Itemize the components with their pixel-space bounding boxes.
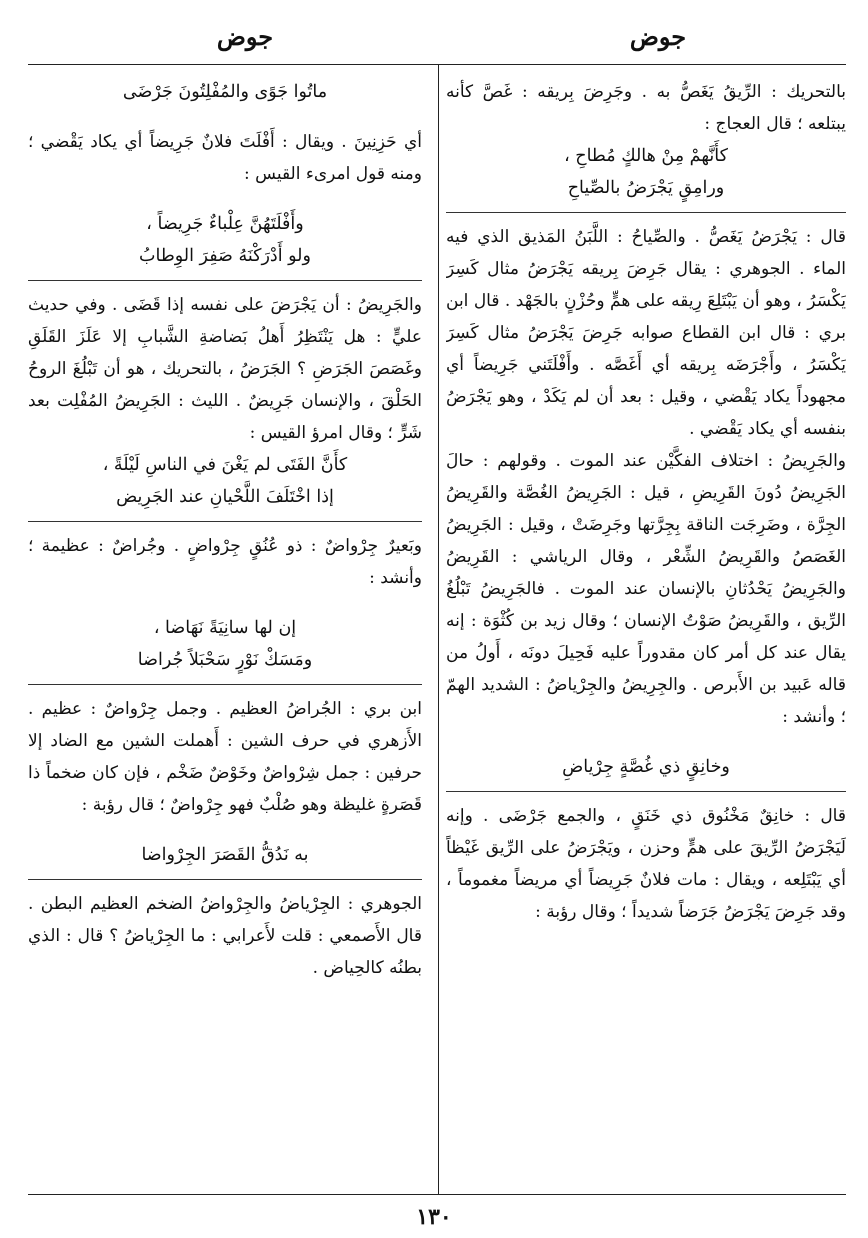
entry-text: والجَرِيضُ : اختلاف الفكَّيْن عند الموت . وقولهم : حالَ الجَرِيضُ دُونَ القَرِيضِ ، قيل : الجَرِيضُ الغُصَّة والقَرِيضُ الجِرَّة ، وضَرِجَت الناقة بِجِرَّتها وجَرِضَتْ ، وقيل : الجَرِيضُ الغَصَصُ والقَرِيضُ الشِّعْر ، وقال الرياشي : القَرِيضُ والجَرِيضُ يَحْدُثانِ بالإنسان عند الموت . فالجَرِيضُ تَبْلُغُ الرِّيق ، والقَرِيضُ صَوْتُ الإنسان ؛ وقال زيد بن كُثْوَة : إنه يقال عند كل أمر كان مقدوراً عليه فَحِيلَ دونَه ، أَولُ من قاله عَبيد بن الأَبرص . والجِرِيضُ والجِرْياضُ : الشديد الهمّ ؛ وأنشد : (446, 451, 846, 727)
page-header (0, 22, 868, 62)
verse-line: إذا اخْتَلَفَ اللَّحْيانِ عند الجَرِيض (116, 487, 334, 507)
entry-text: ابن بري : الجُراضُ العظيم . وجمل جِرْواضٌ : عظيم . الأَزهري في حرف الشين : أَهملت الشين مع الضاد إلا حرفين : جمل شِرْواضٌ وخَوْضٌ ضَخْم ، فإن كان ضخماً ذا قَصَرةٍ غليظة وهو صُلْبٌ فهو جِرْواضٌ ؛ قال رؤبة : (28, 699, 422, 815)
verse-line: ومَسَكْ نَوْرٍ سَحْبَلاً جُراضا (137, 650, 313, 670)
header-keyword-right: جوض (629, 22, 687, 51)
verse-line: ولو أَدْرَكْنَهُ صَفِرَ الوِطابُ (139, 246, 311, 266)
verse-line: به نَدُقُّ القَصَرَ الجِرْواضا (141, 845, 309, 865)
header-rule (28, 64, 846, 65)
verse-line: وخانِقٍ ذي غُصَّةٍ جِرْياضِ (562, 757, 730, 777)
column-divider (438, 64, 439, 1194)
verse-line: إن لها سانِيَةً نَهَاضا ، (153, 618, 297, 638)
footer-rule (28, 1194, 846, 1195)
section-divider (28, 879, 422, 880)
verse-line: كأَنَّهمْ مِنْ هالكٍ مُطاحِ ، (564, 146, 728, 166)
header-keyword-left: جوض (216, 22, 274, 51)
verse-line: ماتُوا جَوًى والمُفْلِتُونَ جَرْضَى (122, 82, 328, 102)
entry-text: قال : يَجْرَضُ يَغَصُّ . والصِّياحُ : اللَّبَنُ المَذيق الذي فيه الماء . الجوهري : يقال جَرِضَ بِريقه يَجْرَضُ مثال كَسِرَ يَكْسَرُ ، وهو أن يَبْتَلِعَ رِيقه على همٍّ وحُزْنٍ بالجَهْد . قال ابن بري : قال ابن القطاع صوابه جَرِضَ يَجْرَضُ مثال كَسِرَ يَكْسَرُ ، وأَجْرَضَه بِريقه أي أَغَصَّه . وأَفْلَتَني جَرِيضاً أي مجهوداً يكاد يَقْضي ، وقيل : بعد أن لم يَكَدْ ، وهو يَجْرَضُ بنفسه أي يكاد يَقْضي . (446, 227, 846, 439)
entry-text: وبَعيرٌ جِرْواضٌ : ذو عُنُقٍ جِرْواضٍ . وجُراضٌ : عظيمة ؛ وأنشد : (28, 536, 422, 588)
entry-text: والجَرِيضُ : أن يَجْرَضَ على نفسه إذا قَضَى . وفي حديث عليٍّ : هل يَنْتَظِرُ أَهلُ بَضاضةِ الشَّبابِ إلا عَلَزَ القَلَقِ وغَصَصَ الجَرَضِ ؟ الجَرَضُ ، بالتحريك ، هو أن تَبْلُغَ الروحُ الحَلْقَ ، والإنسان جَرِيضٌ . الليث : الجَرِيضُ المُفْلِت بعد شَرٍّ ؛ وقال امرؤ القيس : (28, 295, 422, 443)
entry-text: قال : خانِقٌ مَخْنُوق ذي خَنَقٍ ، والجمع جَرْضَى . وإنه لَيَجْرَضُ الرِّيقَ على همٍّ وحزن ، ويَجْرَضُ على الرِّيق غَيْظاً أي يَبْتَلِعه ، ويقال : مات فلانٌ جَرِيضاً أي مريضاً مغموماً ، وقد جَرِضَ يَجْرَضُ جَرَضاً شديداً ؛ وقال رؤبة : (446, 806, 846, 922)
verse-line: ورامِقٍ يَجْرَضُ بالصِّياحِ (567, 178, 725, 198)
right-column (446, 76, 846, 1186)
section-divider (28, 521, 422, 522)
section-divider (28, 684, 422, 685)
entry-text: الجوهري : الجِرْياضُ والجِرْواضُ الضخم العظيم البطن . قال الأَصمعي : قلت لأَعرابي : ما الجِرْياضُ ؟ قال : الذي بطنُه كالحِياض . (28, 894, 422, 978)
verse-line: وأَفْلَتَهُنَّ عِلْباءٌ جَرِيضاً ، (146, 214, 304, 234)
left-column (28, 76, 430, 1186)
entry-text: أي حَزِنِينَ . ويقال : أَفْلَتَ فلانٌ جَرِيضاً أي يكاد يَقْضي ؛ ومنه قول امرىء القيس : (28, 132, 422, 184)
section-divider (446, 212, 846, 213)
verse-line: كأَنَّ الفَتَى لم يَغْنَ في الناسِ لَيْلَةً ، (102, 455, 348, 475)
entry-text: بالتحريك : الرِّيقُ يَغَصُّ به . وجَرِضَ بِريقه : غَصَّ كأنه يبتلعه ؛ قال العجاج : (446, 82, 846, 134)
page-number: ١٣٠ (416, 1204, 452, 1230)
section-divider (28, 280, 422, 281)
section-divider (446, 791, 846, 792)
